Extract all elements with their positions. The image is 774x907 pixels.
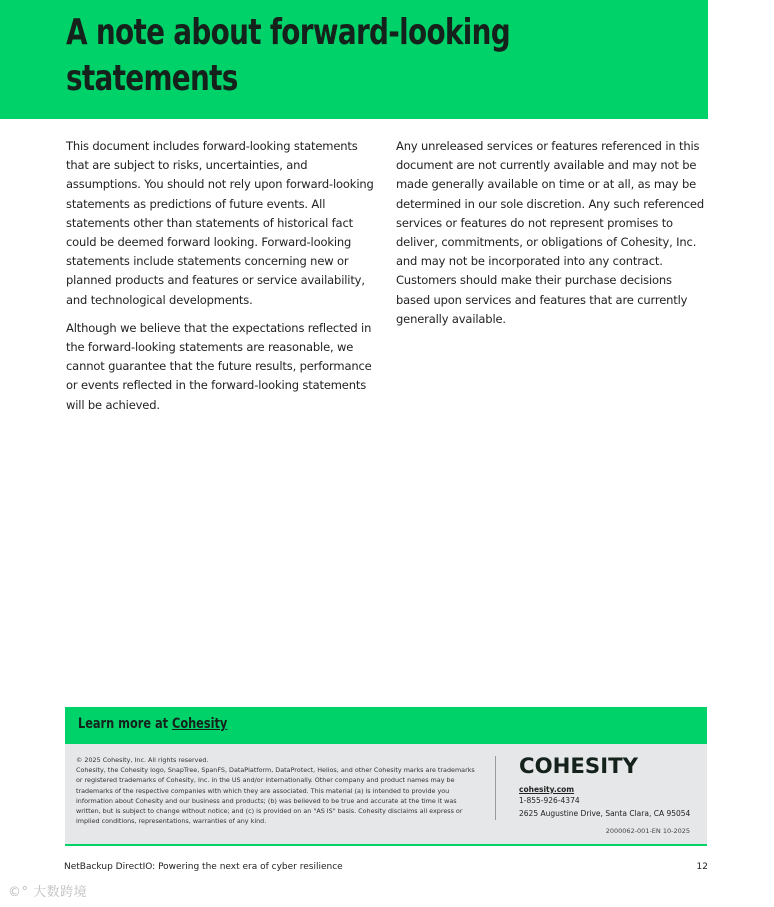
- cohesity-logo: [519, 754, 639, 776]
- learn-more-text: [78, 716, 227, 732]
- right-column: [396, 137, 708, 338]
- right-paragraph-1: Any unreleased services or features referenced in this document are not currently available and may not be made generally available on time or at all, as may be determined in our sole discretion. Any such referenced services or features do not represent promises to deliver, commitments, or obligations of Cohesity, Inc. and may not be incorporated into any contract. Customers should make their purchase decisions based upon services and features that are currently generally available.: [396, 139, 704, 326]
- page-title: [66, 10, 582, 102]
- footer-doc-title: NetBackup DirectIO: Powering the next era of cyber resilience: [64, 862, 343, 872]
- header-banner: [0, 0, 708, 119]
- watermark: [8, 881, 87, 900]
- learn-more-bar: [65, 707, 707, 744]
- vertical-divider: [495, 756, 496, 820]
- left-column: [66, 137, 378, 424]
- street-address: 2625 Augustine Drive, Santa Clara, CA 95054: [519, 809, 691, 818]
- page-number: 12: [696, 862, 708, 872]
- watermark-text: 大数跨境: [33, 885, 88, 900]
- legal-box: [65, 744, 707, 846]
- contact-block: [519, 754, 699, 820]
- left-paragraph-1: This document includes forward-looking statements that are subject to risks, uncertainties, and assumptions. You should not rely upon forward-looking statements as predictions of future events. All statements other than statements of historical fact could be deemed forward looking. Forward-looking statements include statements concerning new or planned products and features or service availability, and technological developments.: [66, 139, 374, 307]
- trademark-notice: Cohesity, the Cohesity logo, SnapTree, SpanFS, DataPlatform, DataProtect, Helios, and other Cohesity marks are trademarks or registered trademarks of Cohesity, Inc. in the US and/or internationally. Other company and product names may be trademarks of the respective companies with which they are associated. This material (a) is intended to provide you information about Cohesity and our business and products; (b) was believed to be true and accurate at the time it was written, but is subject to change without notice; and (c) is provided on an "AS IS" basis. Cohesity disclaims all express or implied conditions, representations, warranties of any kind.: [76, 766, 475, 826]
- phone-number: 1-855-926-4374: [519, 796, 580, 805]
- title-line-2: statements: [66, 58, 238, 99]
- copyright-line: © 2025 Cohesity, Inc. All rights reserved.: [76, 756, 209, 764]
- document-id: 2000062-001-EN 10-2025: [605, 827, 690, 835]
- title-line-1: A note about forward-looking: [66, 12, 510, 53]
- website-link[interactable]: cohesity.com: [519, 785, 575, 794]
- cohesity-logo-text: COHESITY: [519, 754, 639, 776]
- learn-more-prefix: Learn more at: [78, 716, 173, 732]
- cohesity-link[interactable]: Cohesity: [172, 716, 228, 732]
- left-paragraph-2: Although we believe that the expectations reflected in the forward-looking statements are reasonable, we cannot guarantee that the future results, performance or events reflected in the forward-looking statements will be achieved.: [66, 320, 372, 412]
- legal-text: [76, 755, 481, 826]
- watermark-icon: ©°: [8, 885, 29, 900]
